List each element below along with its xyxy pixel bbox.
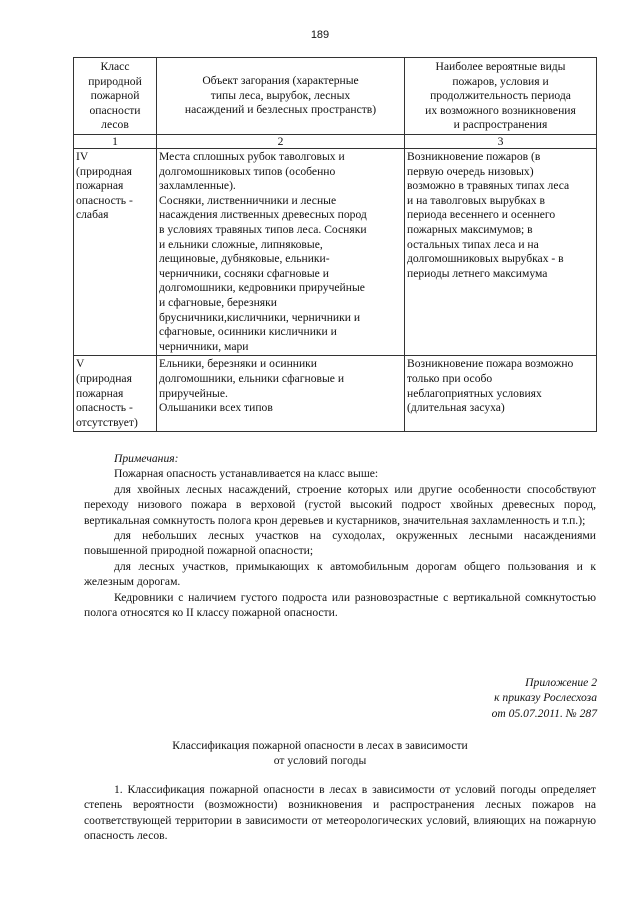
section-heading: Классификация пожарной опасности в лесах в зависимости от условий погоды	[172, 739, 468, 767]
notes-paragraph: для лесных участков, примыкающих к автомобильным дорогам общего пользования и к железным дорогам.	[84, 559, 596, 589]
table-header-row	[74, 58, 597, 135]
class-cell: IV (природная пожарная опасность - слабая	[74, 149, 157, 356]
header-class: Класс природной пожарной опасности лесов	[74, 58, 157, 135]
annex-title: Приложение 2	[525, 676, 597, 689]
body-text	[84, 782, 596, 844]
notes-paragraph: для хвойных лесных насаждений, строение которых или другие особенности способствуют переходу низового пожара в верховой (густой высокий подрост хвойных древесных пород, вертикальная сомкнутость полога крон деревьев и кустарников, значительная захламленность и т.п.);	[84, 482, 596, 527]
column-number: 2	[157, 135, 405, 149]
table-row	[74, 356, 597, 432]
annex-date: от 05.07.2011. № 287	[491, 706, 597, 720]
table-row	[74, 149, 597, 356]
annex-reference	[492, 675, 597, 721]
page-number: 189	[310, 29, 330, 41]
fire-conditions-cell: Возникновение пожара возможно только при особо неблагоприятных условиях (длительная засуха)	[405, 356, 597, 432]
column-number: 3	[405, 135, 597, 149]
fire-class-table	[73, 57, 597, 432]
notes-title: Примечания:	[114, 452, 179, 465]
fire-conditions-cell: Возникновение пожаров (в первую очередь низовых) возможно в травяных типах леса и на таволговых вырубках в периода весеннего и осеннего пожарных максимумов; в остальных типах леса и на долгомошниковых вырубках - в периоды летнего максимума	[405, 149, 597, 356]
column-number-row	[74, 135, 597, 149]
object-cell: Ельники, березняки и осинники долгомошники, ельники сфагновые и приручейные. Ольшаники всех типов	[157, 356, 405, 432]
notes-paragraph: Пожарная опасность устанавливается на класс выше:	[114, 467, 379, 481]
notes-paragraph: Кедровники с наличием густого подроста или разновозрастные с вертикальной сомкнутостью полога относятся ко II классу пожарной опасности.	[84, 590, 596, 620]
notes-section	[84, 451, 596, 620]
class-cell: V (природная пожарная опасность - отсутствует)	[74, 356, 157, 432]
header-object: Объект загорания (характерные типы леса, вырубок, лесных насаждений и безлесных пространств)	[157, 58, 405, 135]
body-paragraph: 1. Классификация пожарной опасности в лесах в зависимости от условий погоды определяет степень вероятности (возможности) возникновения и распространения лесных пожаров на соответствующей территории в зависимости от метеорологических условий, влияющих на пожарную опасность лесов.	[84, 783, 596, 843]
annex-order: к приказу Рослесхоза	[494, 691, 597, 705]
object-cell: Места сплошных рубок таволговых и долгомошниковых типов (особенно захламленные). Сосняки, лиственничники и лесные насаждения лиственных древесных пород в условиях травяных типов леса. Сосняки и ельники сложные, липняковые, лещиновые, дубняковые, ельники- черничники, сосняки сфагновые и долгомошники, кедровники приручейные и сфагновые, березняки брусничники,кисличники, черничники и сфагновые, осинники кисличники и черничники, мари	[157, 149, 405, 356]
header-fire-types: Наиболее вероятные виды пожаров, условия и продолжительность периода их возможного возникновения и распространения	[405, 58, 597, 135]
column-number: 1	[74, 135, 157, 149]
notes-paragraph: для небольших лесных участков на суходолах, окруженных лесными насаждениями повышенной природной пожарной опасности;	[84, 529, 596, 558]
